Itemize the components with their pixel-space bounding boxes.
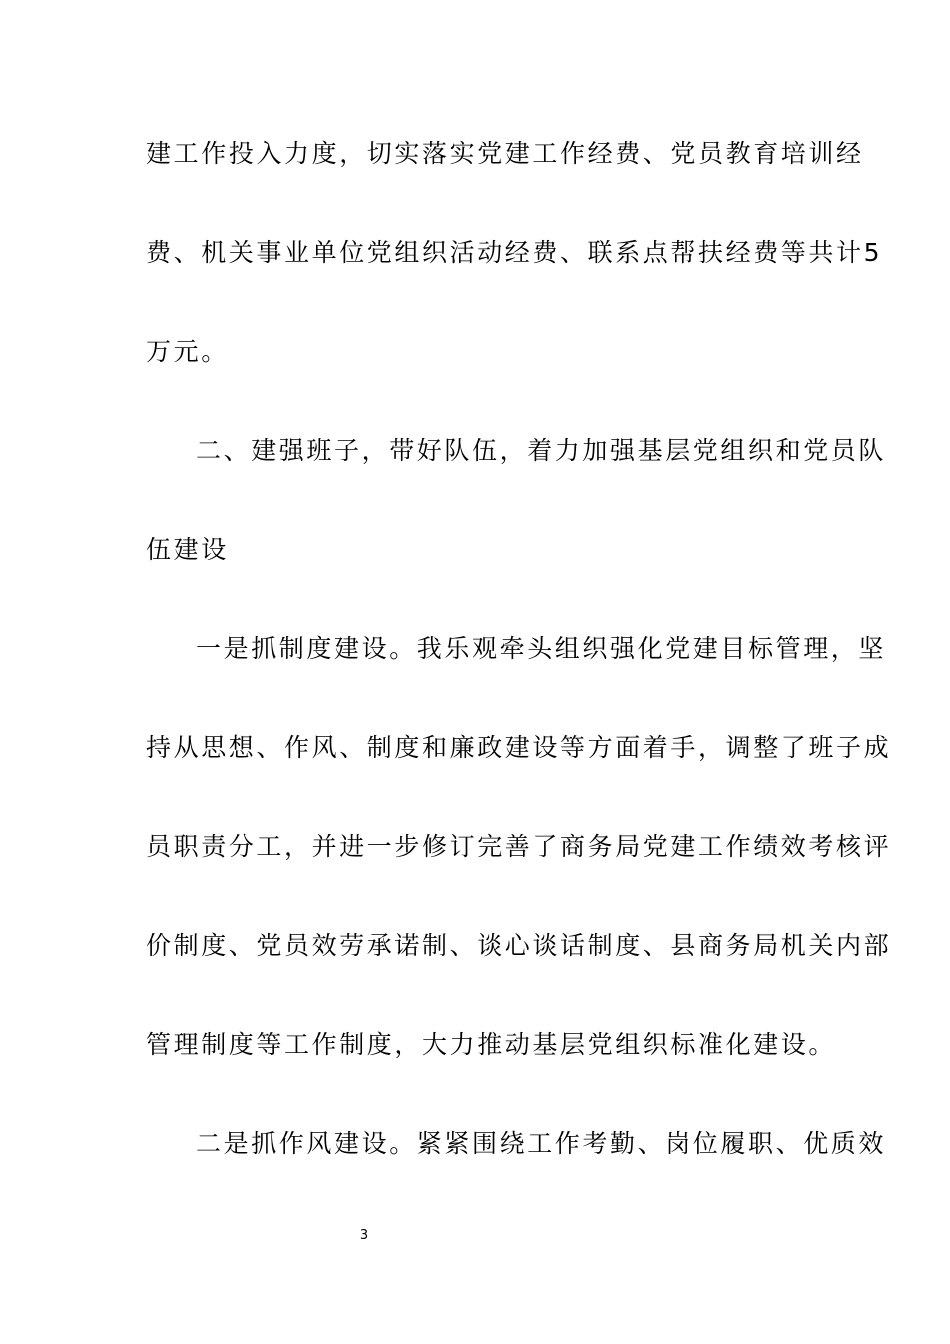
- page-number: 3: [359, 1228, 369, 1243]
- paragraph-line: 管理制度等工作制度，大力推动基层党组织标准化建设。: [146, 1030, 837, 1059]
- section-heading-line: 伍建设: [146, 535, 229, 564]
- section-heading-line: 二、建强班子，带好队伍，着力加强基层党组织和党员队: [196, 436, 887, 465]
- paragraph-line: 一是抓制度建设。我乐观牵头组织强化党建目标管理，坚: [196, 634, 887, 663]
- paragraph-line: 持从思想、作风、制度和廉政建设等方面着手，调整了班子成: [146, 733, 892, 762]
- paragraph-line: 建工作投入力度，切实落实党建工作经费、党员教育培训经: [146, 139, 864, 168]
- paragraph-line: 价制度、党员效劳承诺制、谈心谈话制度、县商务局机关内部: [146, 931, 892, 960]
- paragraph-line: 费、机关事业单位党组织活动经费、联系点帮扶经费等共计5: [146, 238, 883, 267]
- paragraph-line: 员职责分工，并进一步修订完善了商务局党建工作绩效考核评: [146, 832, 892, 861]
- paragraph-line: 二是抓作风建设。紧紧围绕工作考勤、岗位履职、优质效: [196, 1129, 887, 1158]
- paragraph-line: 万元。: [146, 337, 229, 366]
